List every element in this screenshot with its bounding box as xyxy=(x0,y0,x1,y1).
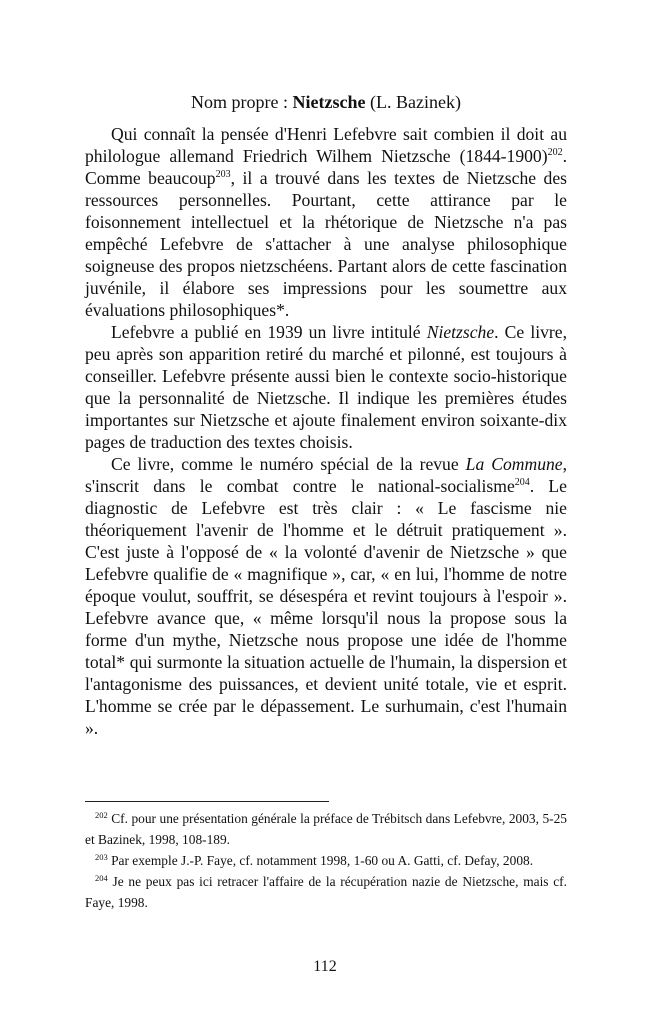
footnote-divider xyxy=(85,801,329,802)
footnote-text: Je ne peux pas ici retracer l'affaire de la récupération nazie de Nietzsche, mais cf. Faye, 1998. xyxy=(85,874,567,910)
footnote-number: 204 xyxy=(95,873,108,883)
paragraph-3-text-c: . Le diagnostic de Lefebvre est très clair : « Le fascisme nie théoriquement l'avenir de l'homme et le détruit pratiquement ». C'est juste à l'opposé de « la volonté d'avenir de Nietzsche » que Lefebvre qualifie de « magnifique », car, « en lui, l'homme de notre époque voulut, souffrit, se désespéra et revint toujours à l'espoir ». Lefebvre avance que, « même lorsqu'il nous la propose sous la forme d'un mythe, Nietzsche nous propose une idée de l'homme total* qui surmonte la situation actuelle de l'humain, la dispersion et l'antagonisme des puissances, et devient unité totale, vie et esprit. L'homme se crée par le dépassement. Le surhumain, c'est l'humain ». xyxy=(85,476,567,738)
paragraph-2 xyxy=(85,321,567,453)
paragraph-1 xyxy=(85,123,567,321)
page-number: 112 xyxy=(313,958,337,975)
heading-suffix: (L. Bazinek) xyxy=(365,92,461,112)
paragraph-3-text-b: , s'inscrit dans le combat contre le national-socialisme xyxy=(85,454,568,496)
footnotes xyxy=(85,808,567,913)
journal-title-la-commune: La Commune xyxy=(465,454,563,474)
paragraph-3 xyxy=(85,453,567,739)
footnote-ref-203[interactable]: 203 xyxy=(215,169,231,180)
footnote-ref-204[interactable]: 204 xyxy=(514,477,530,488)
heading-prefix: Nom propre : xyxy=(191,92,293,112)
paragraph-2-text-a: Lefebvre a publié en 1939 un livre intitulé xyxy=(111,322,427,342)
footnote-ref-202[interactable]: 202 xyxy=(547,147,563,158)
footnote-number: 203 xyxy=(95,852,108,862)
book-title-nietzsche: Nietzsche xyxy=(426,322,495,342)
footnote-202 xyxy=(85,808,567,850)
paragraph-1-text-a: Qui connaît la pensée d'Henri Lefebvre sait combien il doit au philologue allemand Friedrich Wilhem Nietzsche (1844-1900) xyxy=(85,124,567,166)
footnote-number: 202 xyxy=(95,810,108,820)
heading-name: Nietzsche xyxy=(292,92,366,112)
paragraph-2-text-b: . Ce livre, peu après son apparition retiré du marché et pilonné, est toujours à conseiller. Lefebvre présente aussi bien le contexte socio-historique que la personnalité de Nietzsche. Il indique les premières études importantes sur Nietzsche et ajoute finalement environ soixante-dix pages de traduction des textes choisis. xyxy=(85,322,567,452)
paragraph-3-text-a: Ce livre, comme le numéro spécial de la revue xyxy=(111,454,466,474)
paragraph-1-text-c: , il a trouvé dans les textes de Nietzsche des ressources personnelles. Pourtant, cette attirance par le foisonnement intellectuel et la rhétorique de Nietzsche n'a pas empêché Lefebvre de s'attacher à une analyse philosophique soigneuse des propos nietzschéens. Partant alors de cette fascination juvénile, il élabore ses impressions pour les soumettre aux évaluations philosophiques*. xyxy=(85,168,567,320)
paragraph-1-text-b: . Comme beaucoup xyxy=(85,146,567,188)
footnote-text: Cf. pour une présentation générale la préface de Trébitsch dans Lefebvre, 2003, 5-25 et Bazinek, 1998, 108-189. xyxy=(85,811,567,847)
footnote-text: Par exemple J.-P. Faye, cf. notamment 1998, 1-60 ou A. Gatti, cf. Defay, 2008. xyxy=(107,853,534,868)
footnote-204 xyxy=(85,871,567,913)
section-heading xyxy=(85,90,567,114)
footnote-203 xyxy=(85,850,567,871)
page-body xyxy=(85,90,567,739)
